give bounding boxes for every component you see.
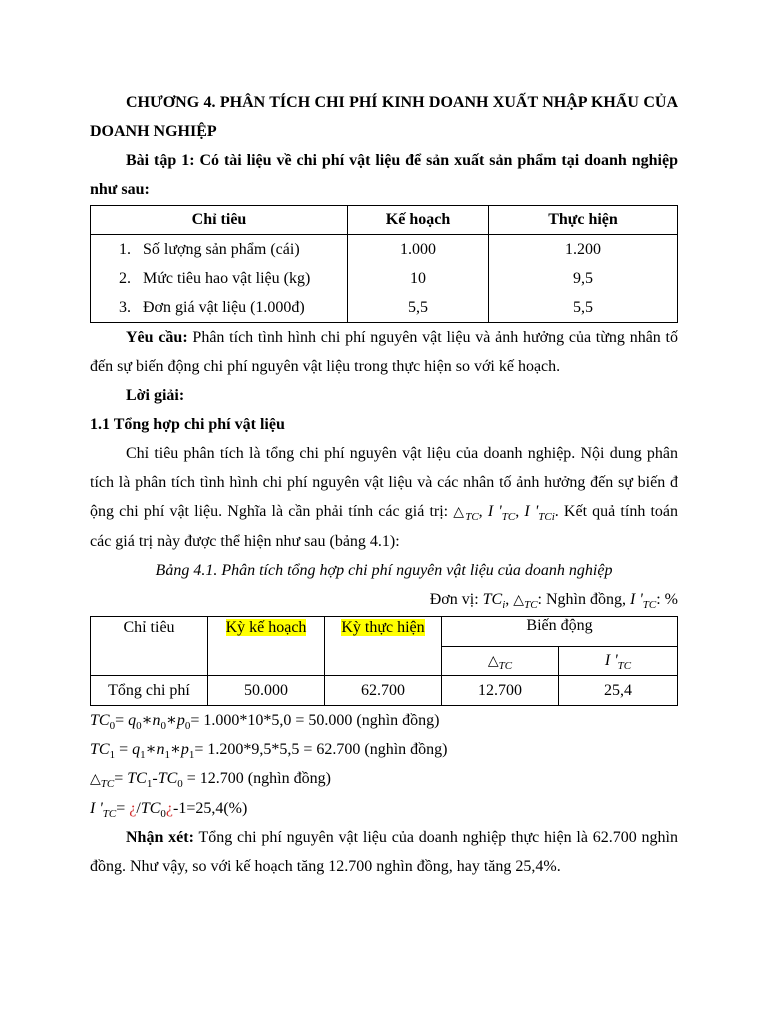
requirement-paragraph: Yêu cầu: Phân tích tình hình chi phí nguyên vật liệu và ảnh hưởng của từng nhân tố đến sự biến động chi phí nguyên vật liệu trong thực hiện so với kế hoạch. [90, 329, 678, 375]
table-header-row [91, 206, 678, 235]
delta-icon: △ [487, 652, 499, 669]
header-actual-period: Kỳ thực hiện [325, 617, 442, 676]
plan-value: 10 [348, 264, 489, 293]
plan-value: 50.000 [208, 676, 325, 706]
intro-paragraph: Chỉ tiêu phân tích là tổng chi phí nguyên vật liệu của doanh nghiệp. Nội dung phân tích là phân tích tình hình chi phí nguyên vật liệu và các nhân tố ảnh hưởng đến sự biến đ ộng chi phí vật liệu. Nghĩa là cần phải tính các giá trị: $\triangle_{TC}$, I '$_{TC}$, I '$_{TCi}$. Kết quả tính toán các giá trị này được thể hiện như sau (bảng 4.1): [90, 445, 679, 550]
header-indicator: Chỉ tiêu [91, 617, 208, 676]
header-plan-period: Kỳ kế hoạch [208, 617, 325, 676]
table-row [91, 293, 678, 323]
table-row [91, 264, 678, 293]
row-label: 1. Số lượng sản phẩm (cái) [91, 235, 348, 265]
analysis-table [90, 616, 678, 706]
solution-label: Lời giải: [126, 387, 185, 404]
actual-value: 9,5 [489, 264, 678, 293]
table-row [91, 676, 678, 706]
table-caption: Bảng 4.1. Phân tích tổng hợp chi phí nguyên vật liệu của doanh nghiệp [155, 562, 613, 579]
header-indicator: Chỉ tiêu [91, 206, 348, 235]
actual-value: 5,5 [489, 293, 678, 323]
unit-line: Đơn vị: $TC_i$, $\triangle_{TC}$: Nghìn đồng, I '$_{TC}$: % [429, 591, 678, 612]
delta-icon: △ [513, 592, 525, 608]
table-header-row [91, 617, 678, 647]
exercise-title: Bài tập 1: Có tài liệu về chi phí vật liệu để sản xuất sản phẩm tại doanh nghiệp như sau: [90, 152, 678, 198]
plan-value: 5,5 [348, 293, 489, 323]
data-table [90, 205, 678, 323]
formula-tc1: $TC_1$ = $q_1∗n_1∗p_1= 1.200*9,5*5,5 = 62.700$ (nghìn đồng) [90, 741, 448, 762]
header-change: Biến động [442, 617, 678, 647]
plan-value: 1.000 [348, 235, 489, 265]
row-label: 2. Mức tiêu hao vật liệu (kg) [91, 264, 348, 293]
delta-value: 12.700 [442, 676, 559, 706]
chapter-title: CHƯƠNG 4. PHÂN TÍCH CHI PHÍ KINH DOANH XUẤT NHẬP KHẨU CỦA DOANH NGHIỆP [90, 94, 678, 140]
actual-value: 62.700 [325, 676, 442, 706]
header-plan: Kế hoạch [348, 206, 489, 235]
header-actual: Thực hiện [489, 206, 678, 235]
row-label: 3. Đơn giá vật liệu (1.000đ) [91, 293, 348, 323]
formula-index: I '$_{TC}=$ ¿$/TC_0¿-1=25,4(\%)$ [90, 800, 248, 821]
document-page [90, 88, 678, 881]
percent-value: 25,4 [559, 676, 678, 706]
table-row [91, 235, 678, 265]
section-heading: 1.1 Tổng hợp chi phí vật liệu [90, 416, 285, 433]
formula-delta: $\triangle_{TC}= TC_1-TC_0 = 12.700$ (nghìn đồng) [90, 770, 331, 791]
formula-tc0: $TC_0=$ $q_0∗n_0∗p_0= 1.000*10*5,0 = 50.000$ (nghìn đồng) [90, 712, 440, 733]
delta-icon: △ [453, 504, 466, 520]
header-delta: $\triangle_{TC}$ [442, 646, 559, 676]
delta-icon: △ [90, 771, 101, 787]
remark-paragraph: Nhận xét: Tổng chi phí nguyên vật liệu của doanh nghiệp thực hiện là 62.700 nghìn đồng. Như vậy, so với kế hoạch tăng 12.700 nghìn đồng, hay tăng 25,4%. [90, 829, 678, 875]
row-label: Tổng chi phí [91, 676, 208, 706]
actual-value: 1.200 [489, 235, 678, 265]
header-index: I '$_{TC}$ [559, 646, 678, 676]
